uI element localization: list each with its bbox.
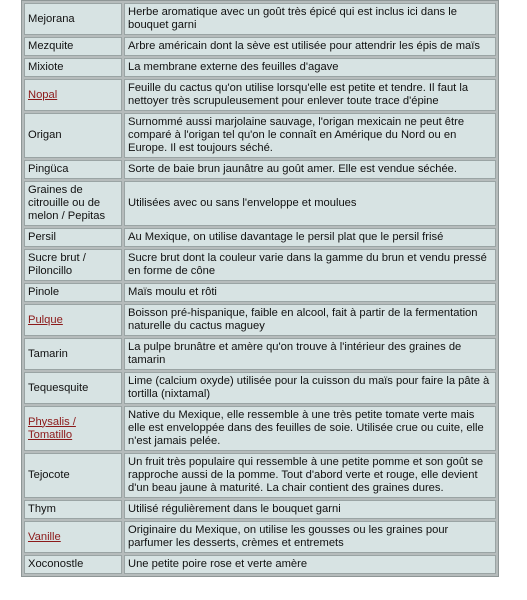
term-cell: Tejocote	[24, 453, 122, 498]
term-cell: Pingüca	[24, 160, 122, 179]
term-cell: Persil	[24, 228, 122, 247]
table-row	[24, 453, 496, 498]
definition-cell: Native du Mexique, elle ressemble à une très petite tomate verte mais elle est enveloppée dans des feuilles de soie. Utilisée crue ou cuite, elle n'est jamais pelée.	[124, 406, 496, 451]
table-row	[24, 79, 496, 111]
table-row	[24, 160, 496, 179]
table-row	[24, 228, 496, 247]
definition-cell: Surnommé aussi marjolaine sauvage, l'origan mexicain ne peut être comparé à l'origan tel qu'on le connaît en Amérique du Nord ou en Europe. Il est toujours séché.	[124, 113, 496, 158]
definition-cell: Herbe aromatique avec un goût très épicé qui est inclus ici dans le bouquet garni	[124, 3, 496, 35]
term-link[interactable]: Vanille	[24, 521, 122, 553]
term-cell: Thym	[24, 500, 122, 519]
term-link[interactable]: Nopal	[24, 79, 122, 111]
table-row	[24, 521, 496, 553]
term-cell: Tamarin	[24, 338, 122, 370]
term-cell: Xoconostle	[24, 555, 122, 574]
definition-cell: Maïs moulu et rôti	[124, 283, 496, 302]
table-row	[24, 372, 496, 404]
table-row	[24, 249, 496, 281]
definition-cell: Feuille du cactus qu'on utilise lorsqu'elle est petite et tendre. Il faut la nettoyer très scrupuleusement pour enlever toute trace d'épine	[124, 79, 496, 111]
term-link[interactable]: Physalis / Tomatillo	[24, 406, 122, 451]
definition-cell: Lime (calcium oxyde) utilisée pour la cuisson du maïs pour faire la pâte à tortilla (nixtamal)	[124, 372, 496, 404]
term-cell: Pinole	[24, 283, 122, 302]
term-cell: Mejorana	[24, 3, 122, 35]
definition-cell: Utilisées avec ou sans l'enveloppe et moulues	[124, 181, 496, 226]
term-cell: Sucre brut / Piloncillo	[24, 249, 122, 281]
glossary-body	[24, 3, 496, 574]
term-cell: Graines de citrouille ou de melon / Pepitas	[24, 181, 122, 226]
table-row	[24, 37, 496, 56]
definition-cell: Une petite poire rose et verte amère	[124, 555, 496, 574]
table-row	[24, 58, 496, 77]
term-cell: Mixiote	[24, 58, 122, 77]
definition-cell: Arbre américain dont la sève est utilisée pour attendrir les épis de maïs	[124, 37, 496, 56]
table-row	[24, 555, 496, 574]
definition-cell: Un fruit très populaire qui ressemble à une petite pomme et son goût se rapproche aussi de la pomme. Tout d'abord verte et rouge, elle devient d'un beau jaune à maturité. La chair contient des graines dures.	[124, 453, 496, 498]
definition-cell: Utilisé régulièrement dans le bouquet garni	[124, 500, 496, 519]
table-row	[24, 283, 496, 302]
table-row	[24, 304, 496, 336]
term-cell: Origan	[24, 113, 122, 158]
definition-cell: Sucre brut dont la couleur varie dans la gamme du brun et vendu pressé en forme de cône	[124, 249, 496, 281]
term-cell: Mezquite	[24, 37, 122, 56]
term-cell: Tequesquite	[24, 372, 122, 404]
table-row	[24, 181, 496, 226]
definition-cell: Au Mexique, on utilise davantage le persil plat que le persil frisé	[124, 228, 496, 247]
definition-cell: Boisson pré-hispanique, faible en alcool, fait à partir de la fermentation naturelle du cactus maguey	[124, 304, 496, 336]
table-row	[24, 406, 496, 451]
glossary-table	[21, 0, 499, 577]
term-link[interactable]: Pulque	[24, 304, 122, 336]
definition-cell: Sorte de baie brun jaunâtre au goût amer. Elle est vendue séchée.	[124, 160, 496, 179]
definition-cell: La pulpe brunâtre et amère qu'on trouve à l'intérieur des graines de tamarin	[124, 338, 496, 370]
definition-cell: Originaire du Mexique, on utilise les gousses ou les graines pour parfumer les desserts, crèmes et entremets	[124, 521, 496, 553]
definition-cell: La membrane externe des feuilles d'agave	[124, 58, 496, 77]
table-row	[24, 338, 496, 370]
table-row	[24, 113, 496, 158]
table-row	[24, 3, 496, 35]
table-row	[24, 500, 496, 519]
